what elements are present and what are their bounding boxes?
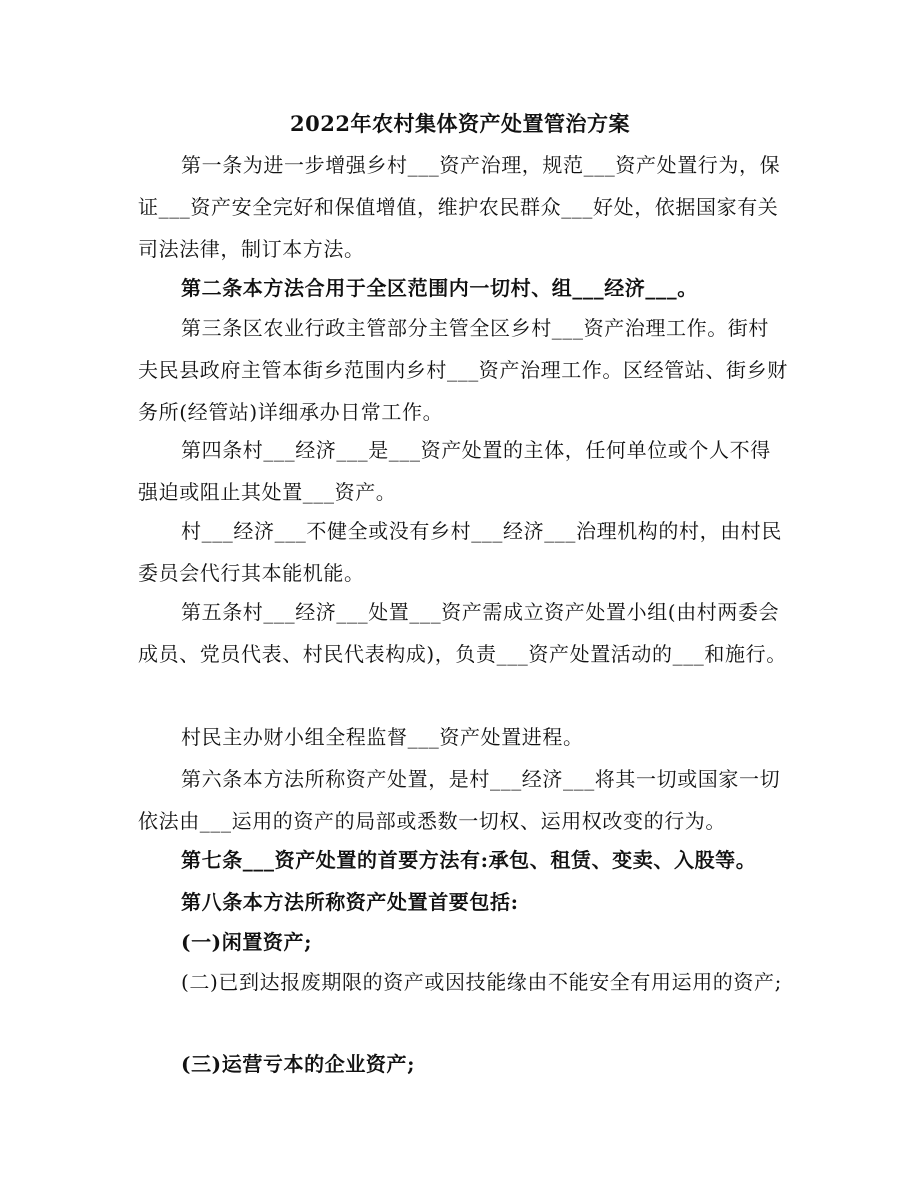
article-8-paragraph: 第八条本方法所称资产处置首要包括: <box>181 890 519 914</box>
article-5-paragraph: 第五条村___经济___处置___资产需成立资产处置小组(由村两委会成员、党员代表、村民代表构成)，负责___资产处置活动的___和施行。 <box>138 600 787 666</box>
article-3-paragraph: 第三条区农业行政主管部分主管全区乡村___资产治理工作。街村夫民县政府主管本街乡范围内乡村___资产治理工作。区经管站、街乡财务所(经管站)详细承办日常工作。 <box>138 316 788 424</box>
article-1-paragraph: 第一条为进一步增强乡村___资产治理，规范___资产处置行为，保证___资产安全完好和保值增值，维护农民群众___好处，依据国家有关司法法律，制订本方法。 <box>138 153 781 261</box>
article-7-paragraph: 第七条___资产处置的首要方法有:承包、租赁、变卖、入股等。 <box>181 848 757 872</box>
list-item-3: (三)运营亏本的企业资产; <box>181 1052 416 1076</box>
document-title: 2022年农村集体资产处置管治方案 <box>290 111 630 136</box>
article-2-paragraph: 第二条本方法合用于全区范围内一切村、组___经济___。 <box>181 276 698 300</box>
article-4-paragraph: 第四条村___经济___是___资产处置的主体，任何单位或个人不得强迫或阻止其处置___资产。 <box>138 438 771 504</box>
article-6-paragraph: 第六条本方法所称资产处置，是村___经济___将其一切或国家一切依法由___运用的资产的局部或悉数一切权、运用权改变的行为。 <box>138 767 781 833</box>
article-4-supplement-paragraph: 村___经济___不健全或没有乡村___经济___治理机构的村，由村民委员会代行其本能机能。 <box>138 519 782 585</box>
list-item-1: (一)闲置资产; <box>181 930 313 954</box>
article-5-supplement-paragraph: 村民主办财小组全程监督___资产处置进程。 <box>181 725 584 749</box>
list-item-2: (二)已到达报废期限的资产或因技能缘由不能安全有用运用的资产; <box>181 970 782 994</box>
